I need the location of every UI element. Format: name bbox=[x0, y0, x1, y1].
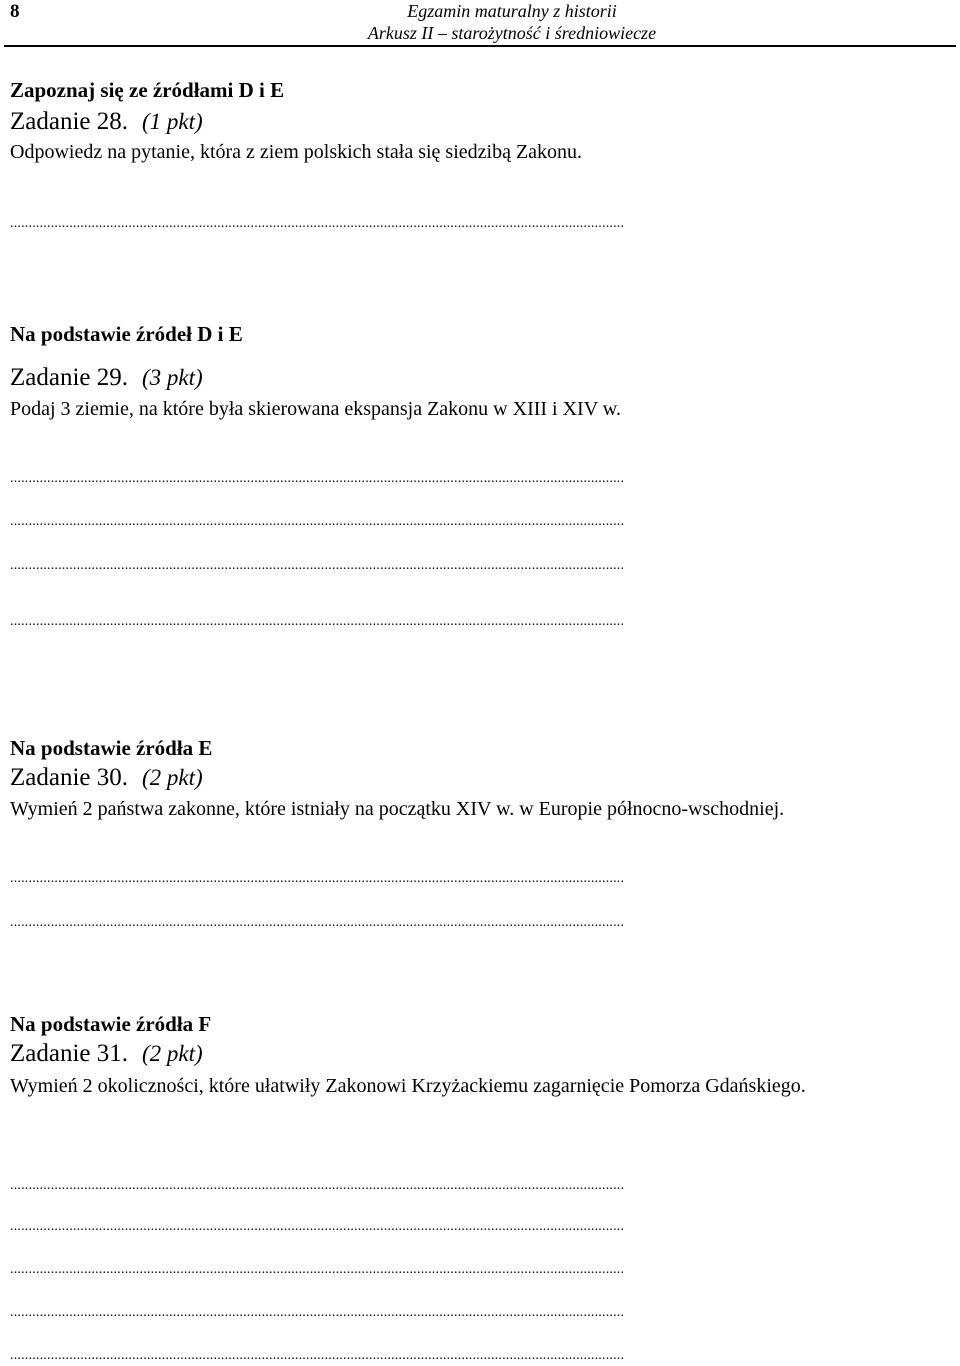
task29-answer-line[interactable]: ...................................................................................................................................................................... bbox=[10, 471, 625, 486]
task30-intro: Na podstawie źródła E bbox=[10, 736, 213, 760]
task31-title: Zadanie 31. bbox=[10, 1040, 129, 1067]
task31-answer-line[interactable]: ...................................................................................................................................................................... bbox=[10, 1178, 625, 1193]
task31-instruction: Wymień 2 okoliczności, które ułatwiły Zakonowi Krzyżackiemu zagarnięcie Pomorza Gdańskiego. bbox=[10, 1075, 806, 1097]
task31-answer-line[interactable]: ...................................................................................................................................................................... bbox=[10, 1348, 625, 1363]
task30-answer-line[interactable]: ...................................................................................................................................................................... bbox=[10, 915, 625, 930]
task29-answer-line[interactable]: ...................................................................................................................................................................... bbox=[10, 614, 625, 629]
task30-answer-line[interactable]: ...................................................................................................................................................................... bbox=[10, 871, 625, 886]
page-number: 8 bbox=[10, 1, 20, 22]
task29-answer-line[interactable]: ...................................................................................................................................................................... bbox=[10, 514, 625, 529]
task29-points: (3 pkt) bbox=[142, 365, 203, 390]
task28-points: (1 pkt) bbox=[142, 109, 203, 134]
task29-heading bbox=[10, 364, 203, 392]
task31-answer-line[interactable]: ...................................................................................................................................................................... bbox=[10, 1219, 625, 1234]
task30-instruction: Wymień 2 państwa zakonne, które istniały na początku XIV w. w Europie północno-wschodniej. bbox=[10, 798, 785, 820]
task31-answer-line[interactable]: ...................................................................................................................................................................... bbox=[10, 1305, 625, 1320]
task29-title: Zadanie 29. bbox=[10, 364, 129, 391]
task28-heading bbox=[10, 108, 203, 136]
task31-answer-line[interactable]: ...................................................................................................................................................................... bbox=[10, 1262, 625, 1277]
task31-points: (2 pkt) bbox=[142, 1041, 203, 1066]
task28-instruction: Odpowiedz na pytanie, która z ziem polskich stała się siedzibą Zakonu. bbox=[10, 141, 583, 163]
header-divider bbox=[4, 45, 956, 47]
task30-title: Zadanie 30. bbox=[10, 764, 129, 791]
task28-title: Zadanie 28. bbox=[10, 108, 129, 135]
task28-intro: Zapoznaj się ze źródłami D i E bbox=[10, 78, 285, 102]
task30-points: (2 pkt) bbox=[142, 765, 203, 790]
running-header bbox=[352, 0, 672, 44]
exam-title: Egzamin maturalny z historii bbox=[407, 1, 617, 21]
sheet-title: Arkusz II – starożytność i średniowiecze bbox=[367, 23, 657, 43]
task31-intro: Na podstawie źródła F bbox=[10, 1012, 212, 1036]
task29-answer-line[interactable]: ...................................................................................................................................................................... bbox=[10, 558, 625, 573]
task29-instruction: Podaj 3 ziemie, na które była skierowana ekspansja Zakonu w XIII i XIV w. bbox=[10, 398, 621, 420]
task31-heading bbox=[10, 1040, 203, 1068]
task30-heading bbox=[10, 764, 203, 792]
task29-intro: Na podstawie źródeł D i E bbox=[10, 322, 243, 346]
task28-answer-line[interactable]: ...................................................................................................................................................................... bbox=[10, 216, 625, 231]
